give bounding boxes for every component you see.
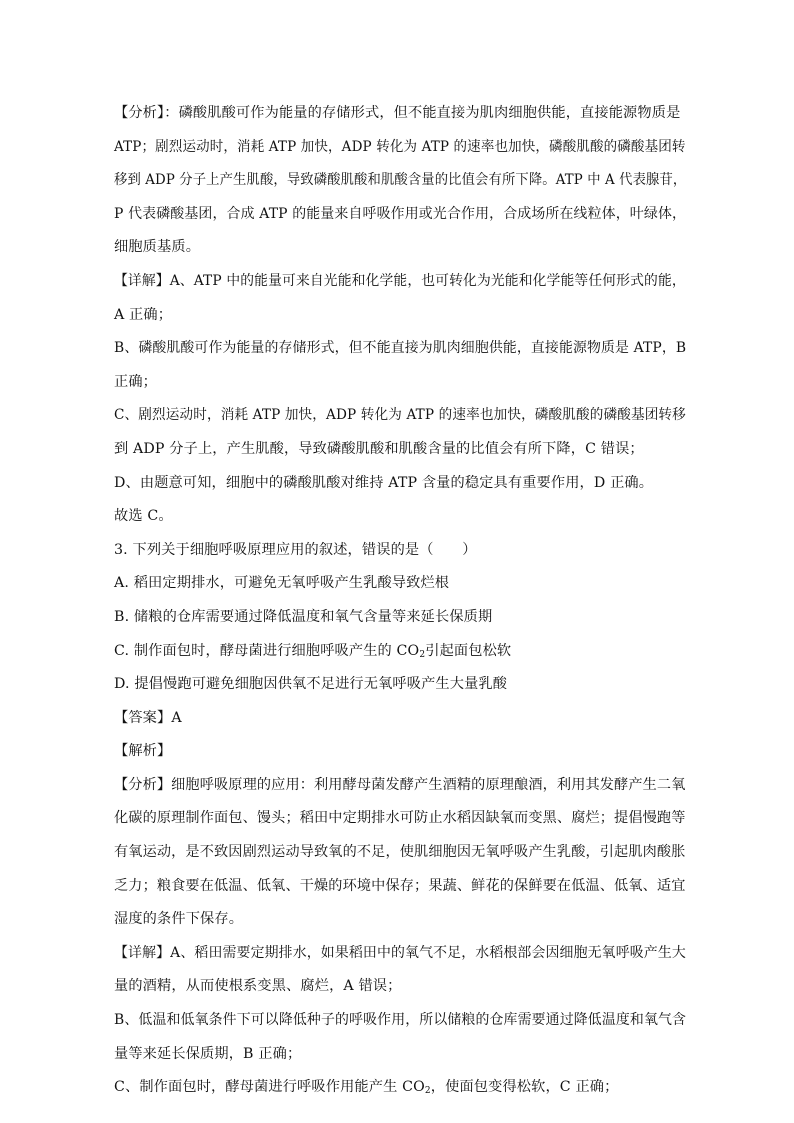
- line-text: 化碳的原理制作面包、馒头；稻田中定期排水可防止水稻因缺氧而变黑、腐烂；提倡慢跑等: [114, 810, 686, 827]
- line-text: D. 提倡慢跑可避免细胞因供氧不足进行无氧呼吸产生大量乳酸: [114, 676, 508, 693]
- text-line: [114, 1004, 687, 1038]
- line-text: 量的酒精，从而使根系变黑、腐烂，A 错误；: [114, 978, 402, 995]
- line-text: 【详解】A、ATP 中的能量可来自光能和化学能，也可转化为光能和化学能等任何形式的能，: [114, 272, 686, 289]
- line-text: 移到 ADP 分子上产生肌酸，导致磷酸肌酸和肌酸含量的比值会有所下降。ATP 中 A 代表腺苷，: [114, 172, 687, 189]
- line-text: 有氧运动，是不致因剧烈运动导致氧的不足，使肌细胞因无氧呼吸产生乳酸，引起肌肉酸胀: [114, 844, 686, 861]
- text-line: [114, 131, 686, 165]
- line-text: 【详解】A、稻田需要定期排水，如果稻田中的氧气不足，水稻根部会因细胞无氧呼吸产生大: [114, 944, 686, 961]
- text-line: [114, 870, 686, 904]
- text-line: [114, 366, 684, 400]
- text-line: [114, 164, 687, 198]
- line-text-post: ，使面包变得松软，C 正确；: [430, 1079, 619, 1096]
- text-line: [114, 1071, 684, 1105]
- line-text: 【分析】细胞呼吸原理的应用：利用酵母菌发酵产生酒精的原理酿酒，利用其发酵产生二氧: [114, 776, 686, 793]
- analysis-label: [114, 735, 684, 769]
- text-line: [114, 970, 684, 1004]
- option-d: [114, 668, 684, 702]
- line-text: 正确；: [114, 373, 158, 390]
- text-line: [114, 433, 684, 467]
- line-text: 细胞质基质。: [114, 239, 201, 256]
- line-text: 乏力；粮食要在低温、低氧、干燥的环境中保存；果蔬、鲜花的保鲜要在低温、低氧、适宜: [114, 877, 686, 894]
- text-line: [114, 802, 686, 836]
- line-text-post: 引起面包松软: [425, 642, 512, 659]
- text-line: [114, 231, 684, 265]
- text-line: [114, 467, 684, 501]
- text-line: [114, 265, 686, 299]
- line-text: ATP；剧烈运动时，消耗 ATP 加快，ADP 转化为 ATP 的速率也加快，磷酸肌酸的磷酸基团转: [114, 138, 686, 155]
- document-body: [114, 97, 687, 1105]
- line-text: 【分析】：磷酸肌酸可作为能量的存储形式，但不能直接为肌肉细胞供能，直接能源物质是: [114, 105, 681, 121]
- line-text: 量等来延长保质期，B 正确；: [114, 1045, 302, 1062]
- text-line: [114, 1038, 684, 1072]
- option-c: [114, 635, 684, 669]
- option-b: [114, 601, 684, 635]
- line-text: 【答案】A: [114, 709, 182, 726]
- subscript: 2: [424, 1086, 431, 1097]
- line-text: B. 储粮的仓库需要通过降低温度和氧气含量等来延长保质期: [114, 608, 493, 625]
- subscript: 2: [419, 649, 426, 660]
- text-line: [114, 903, 684, 937]
- text-line: [114, 500, 684, 534]
- text-line: [114, 332, 687, 366]
- line-text: 湿度的条件下保存。: [114, 911, 244, 928]
- text-line: [114, 97, 684, 131]
- line-text: 到 ADP 分子上，产生肌酸，导致磷酸肌酸和肌酸含量的比值会有所下降，C 错误；: [114, 440, 644, 457]
- option-a: [114, 567, 684, 601]
- line-text: D、由题意可知，细胞中的磷酸肌酸对维持 ATP 含量的稳定具有重要作用，D 正确。: [114, 474, 654, 491]
- line-text-pre: C. 制作面包时，酵母菌进行细胞呼吸产生的 CO: [114, 642, 420, 659]
- line-text: 【解析】: [114, 743, 172, 760]
- text-line: [114, 937, 686, 971]
- answer-label: [114, 702, 684, 736]
- line-text: 3. 下列关于细胞呼吸原理应用的叙述，错误的是（ ）: [114, 541, 477, 558]
- line-text: C、剧烈运动时，消耗 ATP 加快，ADP 转化为 ATP 的速率也加快，磷酸肌酸的磷酸基团转移: [114, 407, 686, 424]
- question-stem: [114, 534, 684, 568]
- line-text: 故选 C。: [114, 508, 173, 525]
- line-text: B、低温和低氧条件下可以降低种子的呼吸作用，所以储粮的仓库需要通过降低温度和氧气含: [114, 1012, 687, 1029]
- line-text-pre: C、制作面包时，酵母菌进行呼吸作用能产生 CO: [114, 1079, 425, 1096]
- line-text: B、磷酸肌酸可作为能量的存储形式，但不能直接为肌肉细胞供能，直接能源物质是 ATP，B: [114, 340, 687, 357]
- text-line: [114, 399, 686, 433]
- line-text: A. 稻田定期排水，可避免无氧呼吸产生乳酸导致烂根: [114, 575, 450, 592]
- text-line: [114, 299, 684, 333]
- text-line: [114, 198, 687, 232]
- text-line: [114, 836, 686, 870]
- text-line: [114, 769, 686, 803]
- line-text: P 代表磷酸基团，合成 ATP 的能量来自呼吸作用或光合作用，合成场所在线粒体，叶绿体，: [114, 205, 687, 222]
- line-text: A 正确；: [114, 306, 173, 323]
